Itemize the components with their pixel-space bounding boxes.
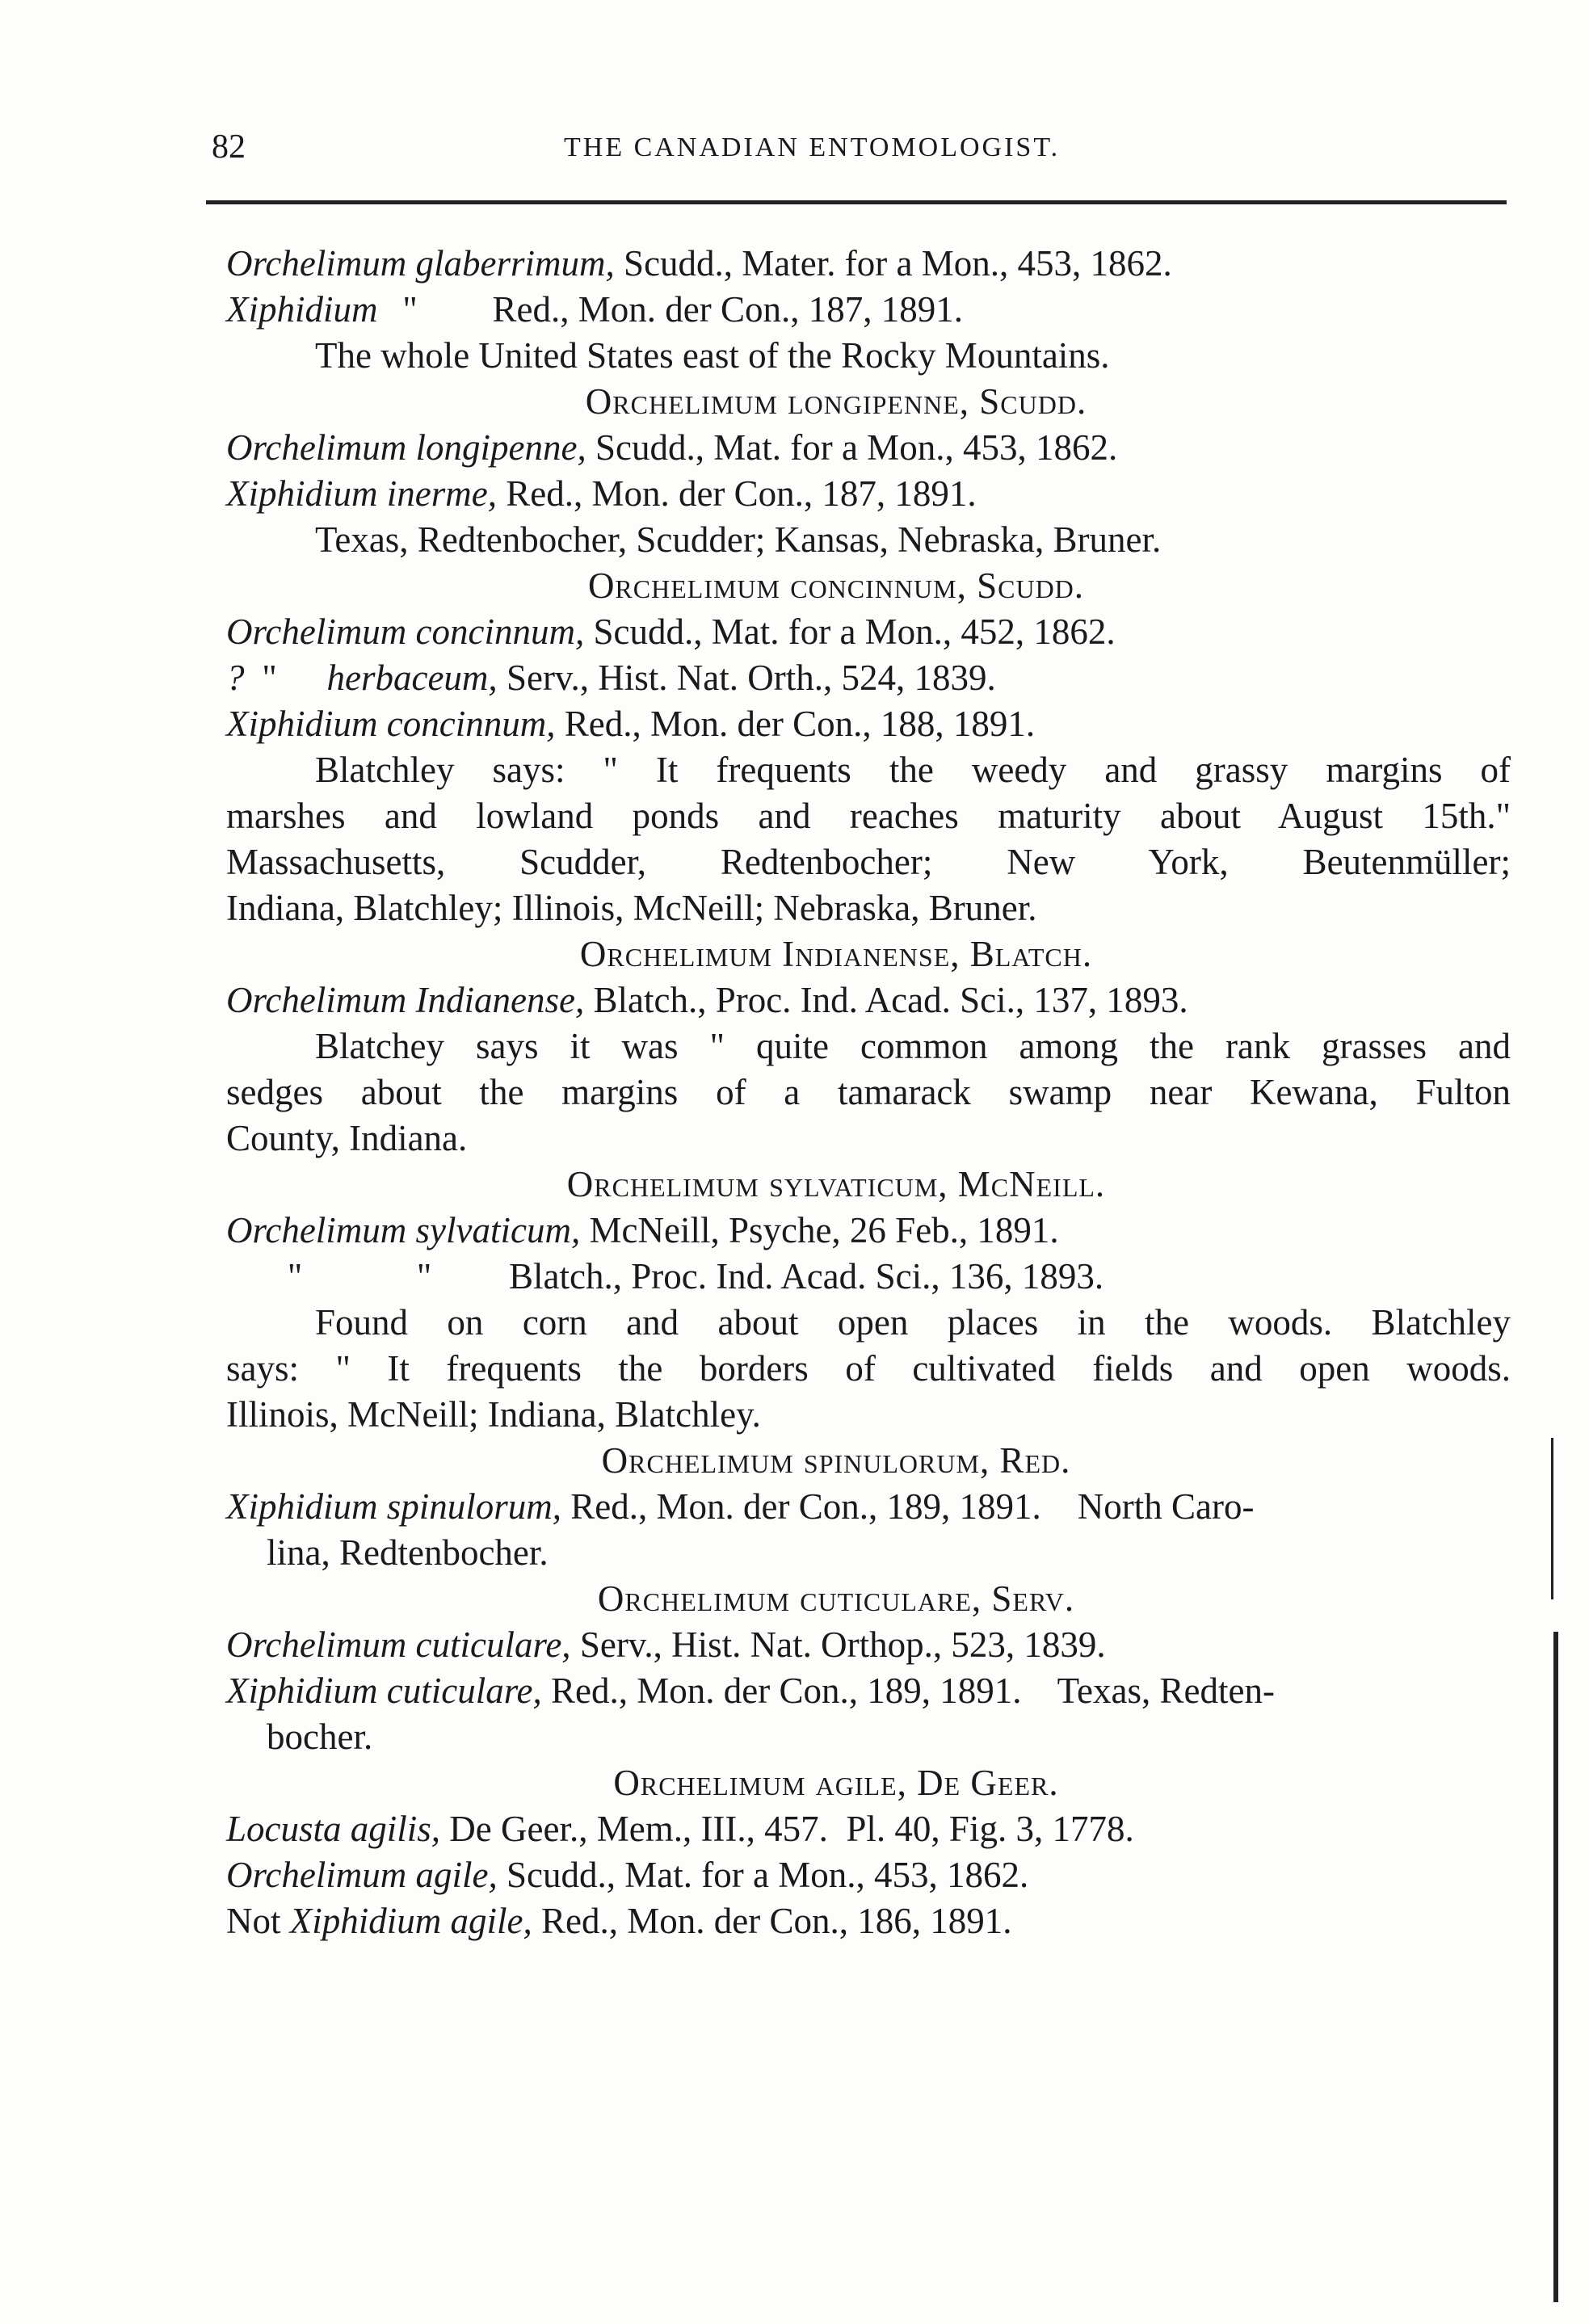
text-line: Orchelimum agile, Scudd., Mat. for a Mon., 453, 1862. (226, 1855, 1029, 1895)
text-line: Indiana, Blatchley; Illinois, McNeill; Nebraska, Bruner. (226, 888, 1037, 928)
text-line: Illinois, McNeill; Indiana, Blatchley. (226, 1394, 761, 1435)
scan-edge-mark (1551, 1438, 1553, 1599)
text-line: Xiphidium " Red., Mon. der Con., 187, 1891. (226, 289, 963, 330)
text-line: " " Blatch., Proc. Ind. Acad. Sci., 136, 1893. (287, 1256, 1104, 1296)
text-line: The whole United States east of the Rocky Mountains. (315, 335, 1110, 376)
species-heading: Orchelimum Indianense, Blatch. (579, 934, 1093, 974)
text-line: Xiphidium cuticulare, Red., Mon. der Con., 189, 1891. Texas, Redten- (226, 1671, 1275, 1711)
species-heading: Orchelimum spinulorum, Red. (601, 1440, 1071, 1481)
species-heading: Orchelimum agile, De Geer. (613, 1763, 1059, 1803)
text-line: Texas, Redtenbocher, Scudder; Kansas, Nebraska, Bruner. (315, 519, 1162, 560)
text-line: sedges about the margins of a tamarack swamp near Kewana, Fulton (226, 1072, 1511, 1112)
text-line: ? " herbaceum, Serv., Hist. Nat. Orth., 524, 1839. (226, 658, 996, 698)
text-line: Xiphidium spinulorum, Red., Mon. der Con., 189, 1891. North Caro- (226, 1486, 1255, 1527)
text-line: Xiphidium concinnum, Red., Mon. der Con., 188, 1891. (226, 704, 1036, 744)
text-line: Found on corn and about open places in the woods. Blatchley (315, 1302, 1511, 1343)
header-rule (206, 200, 1507, 204)
text-line: lina, Redtenbocher. (267, 1532, 549, 1573)
text-line: Orchelimum longipenne, Scudd., Mat. for a Mon., 453, 1862. (226, 427, 1118, 468)
text-line: Orchelimum glaberrimum, Scudd., Mater. for a Mon., 453, 1862. (226, 243, 1172, 284)
text-line: Blatchey says it was " quite common among the rank grasses and (315, 1026, 1511, 1066)
text-line: Not Xiphidium agile, Red., Mon. der Con., 186, 1891. (226, 1901, 1012, 1941)
text-line: County, Indiana. (226, 1118, 468, 1158)
species-heading: Orchelimum concinnum, Scudd. (587, 565, 1085, 606)
species-heading: Orchelimum cuticulare, Serv. (597, 1578, 1075, 1619)
text-line: Orchelimum cuticulare, Serv., Hist. Nat. Orthop., 523, 1839. (226, 1624, 1106, 1665)
page-body (226, 241, 1511, 1944)
page-number: 82 (212, 128, 246, 166)
text-line: marshes and lowland ponds and reaches maturity about August 15th." (226, 796, 1511, 836)
scan-edge-mark (1553, 1632, 1558, 2302)
text-line: Orchelimum concinnum, Scudd., Mat. for a Mon., 452, 1862. (226, 611, 1116, 652)
text-line: Orchelimum Indianense, Blatch., Proc. Ind. Acad. Sci., 137, 1893. (226, 980, 1188, 1020)
running-title: THE CANADIAN ENTOMOLOGIST. (564, 132, 1061, 162)
species-heading: Orchelimum longipenne, Scudd. (585, 381, 1087, 422)
text-line: Massachusetts, Scudder, Redtenbocher; New York, Beutenmüller; (226, 842, 1511, 882)
text-line: Blatchley says: " It frequents the weedy and grassy margins of (315, 750, 1511, 790)
species-heading: Orchelimum sylvaticum, McNeill. (566, 1164, 1106, 1204)
text-line: Locusta agilis, De Geer., Mem., III., 457. Pl. 40, Fig. 3, 1778. (226, 1809, 1134, 1849)
text-line: Xiphidium inerme, Red., Mon. der Con., 187, 1891. (226, 473, 977, 514)
text-line: Orchelimum sylvaticum, McNeill, Psyche, 26 Feb., 1891. (226, 1210, 1059, 1250)
text-line: bocher. (267, 1717, 373, 1757)
page-header (212, 128, 1504, 170)
text-line: says: " It frequents the borders of cultivated fields and open woods. (226, 1348, 1511, 1389)
